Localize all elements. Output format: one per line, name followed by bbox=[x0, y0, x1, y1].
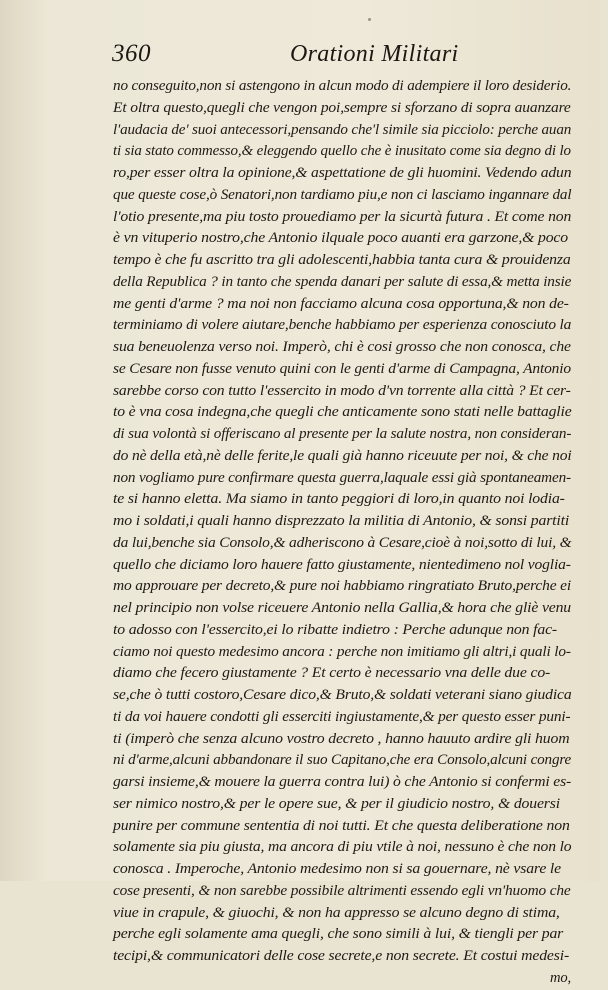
text-line: ser nimico nostro,& per le opere sue, & per il giudicio nostro, & douersi bbox=[113, 795, 560, 812]
text-line: se,che ò tutti costoro,Cesare dico,& Bruto,& soldati veterani siano giudica bbox=[113, 687, 572, 703]
text-line: sua beneuolenza verso noi. Imperò, chi è cosi grosso che non conosca, che bbox=[113, 339, 571, 355]
text-line: quello che diciamo loro hauere fatto giustamente, nientedimeno nol voglia- bbox=[113, 556, 571, 573]
text-line: me genti d'arme ? ma noi non facciamo alcuna cosa opportuna,& non de- bbox=[113, 295, 569, 312]
text-line: mo approuare per decreto,& pure noi habbiamo ringratiato Bruto,perche ei bbox=[113, 578, 571, 595]
page-number: 360 bbox=[112, 40, 151, 67]
text-line: ti sia stato commesso,& eleggendo quello che è inusitato come sia degno di lo bbox=[113, 143, 571, 160]
text-line: della Republica ? in tanto che spenda danari per salute di essa,& metta insie bbox=[113, 273, 572, 290]
text-line: que queste cose,ò Senatori,non tardiamo piu,e non ci lasciamo ingannare dal bbox=[113, 186, 572, 203]
text-line: no conseguito,non si astengono in alcun modo di adempiere il loro desiderio. bbox=[113, 78, 572, 94]
text-line: ti da voi hauere condotti gli esserciti ingiustamente,& per questo esser puni- bbox=[113, 708, 571, 725]
body-text bbox=[113, 76, 571, 990]
text-line: ti (imperò che senza alcuno vostro decreto , hanno hauuto ardire gli huom bbox=[113, 730, 570, 747]
text-line: l'otio presente,ma piu tosto prouediamo per la sicurtà futura . Et come non bbox=[113, 208, 572, 225]
text-line: to è vna cosa indegna,che quegli che anticamente sono stati nelle battaglie bbox=[113, 404, 572, 421]
text-line: ciamo noi questo medesimo ancora : perche non imitiamo gli altri,i quali lo- bbox=[113, 643, 571, 660]
text-line: to adosso con l'essercito,ei lo ribatte indietro : Perche adunque non fac- bbox=[113, 621, 557, 638]
text-line: punire per commune sententia di noi tutti. Et che questa deliberatione non bbox=[113, 817, 570, 834]
running-title: Orationi Militari bbox=[290, 41, 459, 67]
text-line: conosca . Imperoche, Antonio medesimo non si sa gouernare, nè vsare le bbox=[113, 861, 561, 877]
text-line: te si hanno eletta. Ma siamo in tanto peggiori di loro,in quanto noi lodia- bbox=[113, 491, 565, 508]
text-line: tempo è che fu ascritto tra gli adolescenti,habbia tanta cura & prouidenza bbox=[113, 252, 571, 268]
text-line: tecipi,& communicatori delle cose secrete,e non secrete. Et costui medesi- bbox=[113, 948, 570, 964]
text-line: cose presenti, & non sarebbe possibile altrimenti essendo egli vn'huomo che bbox=[113, 882, 571, 899]
text-line: terminiamo di volere aiutare,benche habbiamo per esperienza conosciuto la bbox=[113, 317, 572, 334]
text-line: perche egli solamente ama quegli, che sono simili à lui, & tiengli per par bbox=[113, 926, 564, 943]
text-line: mo i soldati,i quali hanno disprezzato la militia di Antonio, & sonsi partiti bbox=[113, 513, 570, 529]
text-line: mo, bbox=[549, 969, 571, 986]
text-line: è vn vituperio nostro,che Antonio ilquale poco auanti era garzone,& poco bbox=[113, 230, 568, 247]
text-line: non vogliamo pure confirmare questa guerra,laquale essi già spontaneamen- bbox=[113, 469, 571, 486]
text-line: da lui,benche sia Consolo,& adheriscono à Cesare,cioè à noi,sotto di lui, & bbox=[113, 534, 572, 551]
text-line: solamente sia piu giusta, ma ancora di piu vtile à noi, nessuno è che non lo bbox=[113, 839, 572, 856]
text-line: l'audacia de' suoi antecessori,pensando che'l simile sia picciolo: perche auan bbox=[113, 121, 572, 138]
text-line: Et oltra questo,quegli che vengon poi,sempre si sforzano di sopra auanzare bbox=[113, 99, 571, 116]
text-line: di sua volontà si offeriscano al presente per la salute nostra, non consideran- bbox=[113, 426, 572, 442]
ink-speck bbox=[368, 18, 371, 21]
text-line: ro,per esser oltra la opinione,& aspettatione de gli huomini. Vedendo adun bbox=[113, 165, 572, 181]
text-line: viue in crapule, & giuochi, & non ha appresso se alcuno degno di stima, bbox=[113, 904, 560, 921]
text-line: do nè della età,nè delle ferite,le quali già hanno riceuute per noi, & che noi bbox=[113, 447, 572, 464]
text-line: diamo che fecero giustamente ? Et certo è necessario vna delle due co- bbox=[113, 665, 551, 682]
text-line: se Cesare non fusse venuto quini con le genti d'arme di Campagna, Antonio bbox=[113, 360, 571, 377]
text-line: sarebbe corso con tutto l'essercito in modo d'vn torrente alla città ? Et cer- bbox=[113, 382, 571, 399]
text-line: garsi insieme,& mouere la guerra contra lui) ò che Antonio si confermi es- bbox=[113, 774, 572, 790]
text-line: ni d'arme,alcuni abbandonare il suo Capitano,che era Consolo,alcuni congre bbox=[113, 752, 572, 769]
text-line: nel principio non volse riceuere Antonio nella Gallia,& hora che gliè venu bbox=[113, 600, 572, 616]
